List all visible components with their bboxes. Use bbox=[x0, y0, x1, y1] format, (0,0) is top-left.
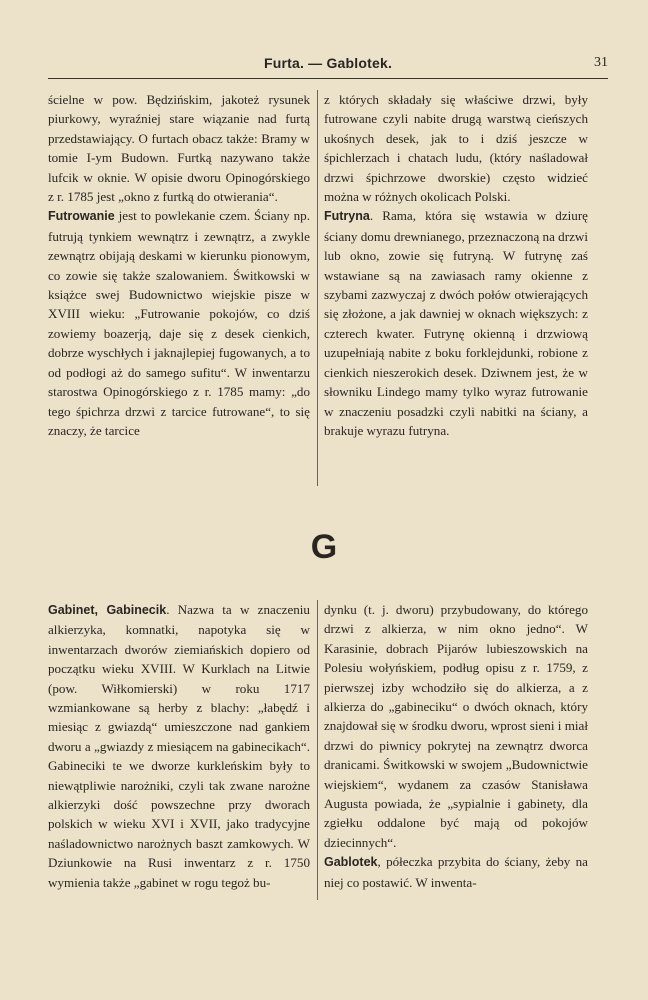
letter-section-heading: G bbox=[310, 528, 338, 566]
entry-futryna bbox=[324, 206, 588, 440]
entry-head-futrowanie: Futrowanie bbox=[48, 209, 115, 224]
entry-text-gablotek: , półeczka przybita do ściany, żeby na niej co postawić. W inwenta- bbox=[324, 854, 588, 890]
paragraph-gabinet-continued: dynku (t. j. dworu) przybudowany, do którego drzwi z alkierza, w nim okno jedno“. W Karasinie, dobrach Pijarów lubieszowskich na Polesiu wołyńskiem, podług opisu z r. 1759, z pierwszej izby wchodziło się do alkierza, a z alkierza do „gabineciku“ o dwóch oknach, który znajdował się w środku dworu, wprost sieni i miał drzwi do piwnicy pokrytej na zewnątrz dworca dranicami. Świtkowski w swojem „Budownictwie wiejskiem“, wydanem za czasów Stanisława Augusta powiada, że „sypialnie i gabinety, dla zgiełku oddalone być mają od pokojów dziecinnych“. bbox=[324, 602, 588, 850]
running-head: Furta. — Gablotek. bbox=[263, 55, 393, 71]
section-g-left-column bbox=[48, 600, 310, 892]
page-number: 31 bbox=[594, 55, 608, 70]
entry-gabinet bbox=[48, 600, 310, 892]
entry-head-gablotek: Gablotek bbox=[324, 855, 378, 870]
paragraph-furta-continued: ścielne w pow. Będzińskim, jakoteż rysunek piurkowy, wyraźniej stare wiązanie nad furtą przedstawiający. O furtach obacz także: Bramy w tomie I-ym Budown. Furtką nazywano także lufcik w oknie. W opisie dworu Opinogórskiego z r. 1785 jest „okno z furtką do otwierania“. bbox=[48, 92, 310, 205]
section-f-left-column bbox=[48, 90, 310, 440]
paragraph-futrowanie-continued: z których składały się właściwe drzwi, były futrowane czyli nabite drugą warstwą cieńszych ukośnych desek, jak to i dziś jeszcze w śpichlerzach i chatach ludu, (który naśladował drzwi śpichrzowe dworskie) często widzieć można w różnych okolicach Polski. bbox=[324, 92, 588, 205]
section-f-right-column bbox=[324, 90, 588, 440]
entry-text-futrowanie: jest to powlekanie czem. Ściany np. futrują tynkiem wewnątrz i zewnątrz, a zwykle zewnątrz obijają deskami w kierunku pionowym, co zowie się także szalowaniem. Świtkowski w książce swej Budownictwo wiejskie pisze w XVIII wieku: „Futrowanie pokojów, co dziś zowiemy boazerją, daje się z desek cienkich, dobrze wyschłych i jaknajlepiej fugowanych, a to od podłogi aż do samego sufitu“. W inwentarzu starostwa Opinogórskiego z r. 1785 mamy: „do tego śpichrza drzwi z tarcice futrowane“, to się znaczy, że tarcice bbox=[48, 208, 310, 438]
entry-head-futryna: Futryna bbox=[324, 209, 370, 224]
section-g-right-column bbox=[324, 600, 588, 892]
header-rule bbox=[48, 78, 608, 79]
page-header bbox=[48, 55, 608, 77]
entry-gablotek bbox=[324, 852, 588, 892]
entry-futrowanie bbox=[48, 206, 310, 440]
entry-head-gabinet: Gabinet, Gabinecik bbox=[48, 603, 167, 617]
column-divider bbox=[317, 90, 318, 486]
entry-text-gabinet: . Nazwa ta w znaczeniu alkierzyka, komnatki, napotyka się w inwentarzach dworów ziemiańskich dopiero od początku wieku XVIII. W Kurklach na Litwie (pow. Wiłkomierski) w roku 1717 wzmiankowane są herby z blachy: „łabędź i miesiąc z gwiazdą“ umieszczone nad gankiem dworu a „gwiazdy z miesiącem na gabinecikach“. Gabineciki te we dworze kurkleńskim były to niewątpliwie narożniki, czyli tak zwane narożne alkierzyki dość powszechne przy dworach polskich w wieku XVI i XVII, jako tradycyjne naśladownictwo narożnych baszt zamkowych. W Dziunkowie na Rusi inwentarz z r. 1750 wymienia także „gabinet w rogu tegoż bu- bbox=[48, 602, 310, 890]
entry-text-futryna: . Rama, która się wstawia w dziurę ściany domu drewnianego, przeznaczoną na drzwi lub okno, zowie się futryną. W futrynę zaś wstawiane są na zawiasach ramy okienne z szybami zazwyczaj z dwóch połów otwierających się złożone, a jak dawniej w oknach większych: z czterech kwater. Futrynę okienną i drzwiową uzupełniają nabite z boku forklejdunki, robione z cienkich nieszerokich desek. Dziwnem jest, że w słowniku Lindego mamy tylko wyraz futrowanie w znaczeniu posadzki czyli nabitki na ściany, a brakuje wyrazu futryna. bbox=[324, 208, 588, 438]
column-divider bbox=[317, 600, 318, 900]
